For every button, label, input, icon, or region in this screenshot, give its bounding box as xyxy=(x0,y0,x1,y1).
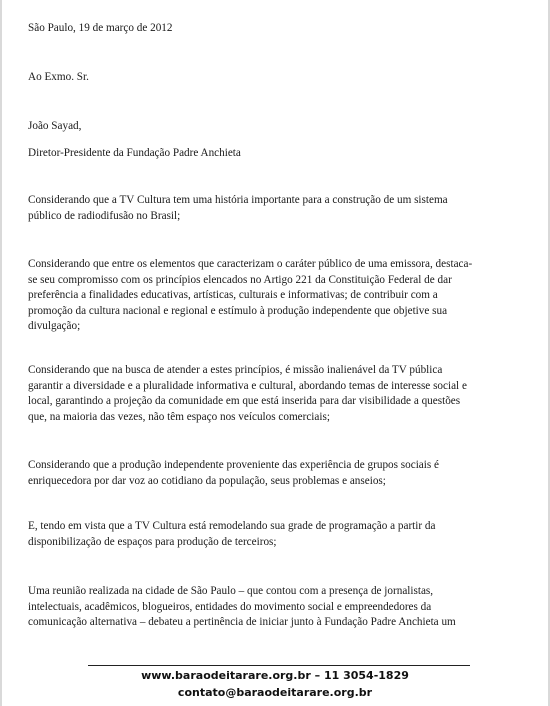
footer-divider xyxy=(88,665,470,666)
paragraph-line: Uma reunião realizada na cidade de São Paulo – que contou com a presença de jornalistas, xyxy=(28,585,434,597)
paragraph-line: garantir a diversidade e a pluralidade informativa e cultural, abordando temas de interesse social e xyxy=(28,379,467,392)
salutation: Ao Exmo. Sr. xyxy=(28,71,89,83)
paragraph-line: preferência a finalidades educativas, artísticas, culturais e informativas; de contribuir com a xyxy=(28,289,438,302)
paragraph-line: se seu compromisso com os princípios elencados no Artigo 221 da Constituição Federal de dar xyxy=(28,273,452,286)
paragraph-line: Considerando que entre os elementos que caracterizam o caráter público de uma emissora, destaca- xyxy=(28,258,473,270)
paragraph-line: divulgação; xyxy=(28,320,81,333)
paragraph-line: disponibilização de espaços para produção de terceiros; xyxy=(28,535,277,548)
date-line: São Paulo, 19 de março de 2012 xyxy=(28,22,173,34)
paragraph-line: E, tendo em vista que a TV Cultura está remodelando sua grade de programação a partir da xyxy=(28,520,436,532)
footer-email: contato@baraodeitarare.org.br xyxy=(177,686,373,699)
paragraph-line: comunicação alternativa – debateu a pertinência de iniciar junto à Fundação Padre Anchieta um xyxy=(28,616,456,629)
paragraph-line: Considerando que a TV Cultura tem uma história importante para a construção de um sistema xyxy=(28,194,448,206)
page-edge-left xyxy=(0,0,2,706)
recipient-name: João Sayad, xyxy=(28,120,82,132)
paragraph-line: intelectuais, acadêmicos, blogueiros, entidades do movimento social e empreendedores da xyxy=(28,600,432,613)
paragraph-line: local, garantindo a projeção da comunidade em que está inserida para dar visibilidade a questões xyxy=(28,395,461,408)
paragraph-line: promoção da cultura nacional e regional e estímulo à produção independente que objetive sua xyxy=(28,304,448,317)
paragraph-line: enriquecedora por dar voz ao cotidiano da população, seus problemas e anseios; xyxy=(28,474,386,487)
paragraph-line: público de radiodifusão no Brasil; xyxy=(28,209,181,222)
paragraph-line: Considerando que a produção independente proveniente das experiência de grupos sociais é xyxy=(28,459,439,471)
paragraph-line: Considerando que na busca de atender a estes princípios, é missão inalienável da TV pública xyxy=(28,364,443,376)
paragraph-line: que, na maioria das vezes, não têm espaço nos veículos comerciais; xyxy=(28,410,330,423)
footer-site-phone: www.baraodeitarare.org.br – 11 3054-1829 xyxy=(141,669,409,682)
recipient-title: Diretor-Presidente da Fundação Padre Anchieta xyxy=(28,147,241,159)
